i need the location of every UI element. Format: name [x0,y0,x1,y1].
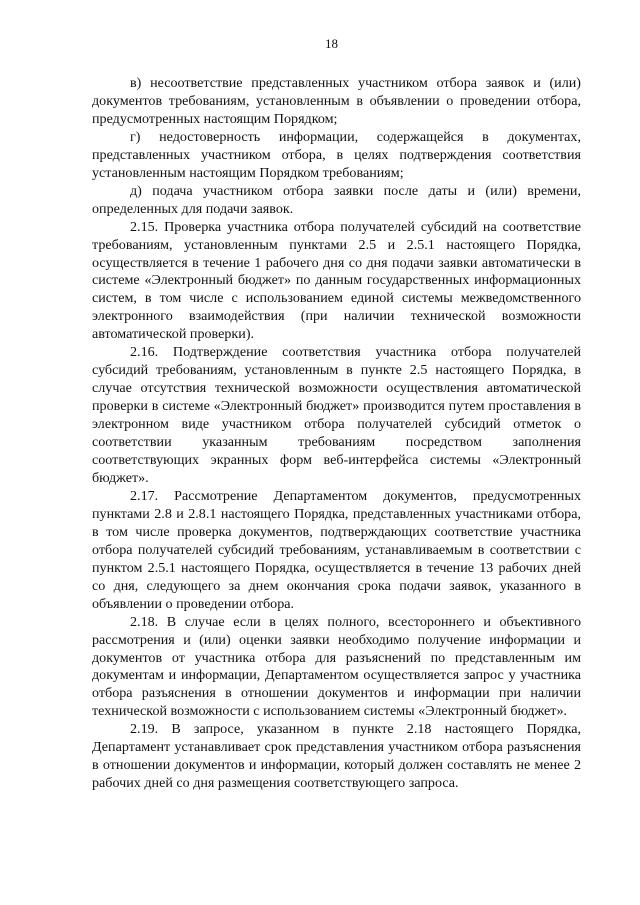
paragraph-2-18: 2.18. В случае если в целях полного, всестороннего и объективного рассмотрения и (или) оценки заявки необходимо получение информации и документов от участника отбора для разъяснений по представленным им документам и информации, Департаментом осуществляется запрос у участника отбора разъяснения в отношении документов и информации при наличии технической возможности с использованием системы «Электронный бюджет». [92,613,581,720]
paragraph-2-17: 2.17. Рассмотрение Департаментом документов, предусмотренных пунктами 2.8 и 2.8.1 настоящего Порядка, представленных участниками отбора, в том числе проверка документов, подтверждающих соответствие участника отбора получателей субсидий требованиям, устанавливаемым в соответствии с пунктом 2.5.1 настоящего Порядка, осуществляется в течение 13 рабочих дней со дня, следующего за днем окончания срока подачи заявок, указанного в объявлении о проведении отбора. [92,487,581,612]
paragraph-2-16: 2.16. Подтверждение соответствия участника отбора получателей субсидий требованиям, установленным в пункте 2.5 настоящего Порядка, в случае отсутствия технической возможности осуществления автоматической проверки в системе «Электронный бюджет» производится путем проставления в электронном виде участником отбора получателей субсидий отметок о соответствии указанным требованиям посредством заполнения соответствующих экранных форм веб-интерфейса системы «Электронный бюджет». [92,344,581,486]
paragraph-2-19: 2.19. В запросе, указанном в пункте 2.18 настоящего Порядка, Департамент устанавливает срок представления участником отбора разъяснения в отношении документов и информации, который должен составлять не менее 2 рабочих дней со дня размещения соответствующего запроса. [92,721,581,792]
paragraph-item-d: д) подача участником отбора заявки после даты и (или) времени, определенных для подачи заявок. [92,182,581,217]
paragraph-item-g: г) недостоверность информации, содержащейся в документах, представленных участником отбора, в целях подтверждения соответствия установленным настоящим Порядком требованиям; [92,128,581,181]
paragraph-item-v: в) несоответствие представленных участником отбора заявок и (или) документов требованиям, установленным в объявлении о проведении отбора, предусмотренных настоящим Порядком; [92,75,581,127]
paragraph-2-15: 2.15. Проверка участника отбора получателей субсидий на соответствие требованиям, установленным пунктами 2.5 и 2.5.1 настоящего Порядка, осуществляется в течение 1 рабочего дня со дня подачи заявки автоматически в системе «Электронный бюджет» по данным государственных информационных систем, в том числе с использованием единой системы межведомственного электронного взаимодействия (при наличии технической возможности автоматической проверки). [92,218,581,343]
page-number: 18 [325,36,338,51]
